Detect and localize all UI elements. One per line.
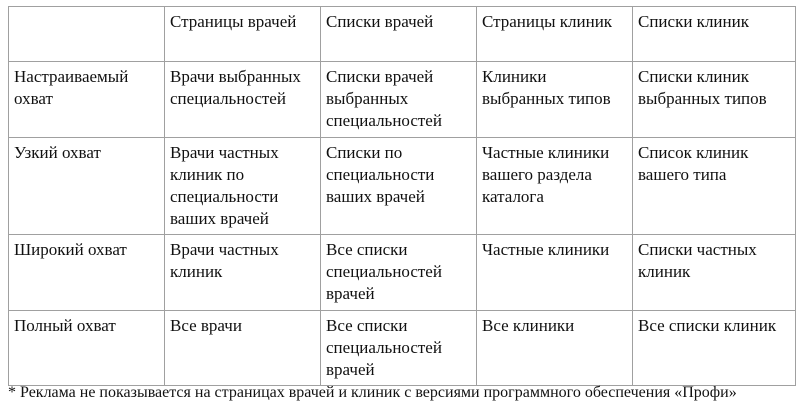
coverage-table: [8, 6, 796, 386]
table-cell: Все списки специальностей врачей: [321, 235, 477, 311]
row-label: Настраиваемый охват: [9, 62, 165, 138]
footnote: * Реклама не показывается на страницах врачей и клиник с версиями программного обеспечения «Профи»: [8, 384, 737, 401]
table-cell: Врачи частных клиник: [165, 235, 321, 311]
table-cell: Список клиник вашего типа: [633, 138, 796, 235]
table-cell: Врачи выбранных специальностей: [165, 62, 321, 138]
table-cell: Списки по специальности ваших врачей: [321, 138, 477, 235]
header-cell: Страницы клиник: [477, 7, 633, 62]
row-label: Полный охват: [9, 311, 165, 386]
header-cell: Списки клиник: [633, 7, 796, 62]
table-cell: Списки врачей выбранных специальностей: [321, 62, 477, 138]
header-cell: [9, 7, 165, 62]
table-cell: Частные клиники вашего раздела каталога: [477, 138, 633, 235]
header-cell: Страницы врачей: [165, 7, 321, 62]
table-cell: Частные клиники: [477, 235, 633, 311]
table-cell: Списки частных клиник: [633, 235, 796, 311]
table-cell: Списки клиник выбранных типов: [633, 62, 796, 138]
table-row: [9, 138, 796, 235]
header-row: [9, 7, 796, 62]
table-cell: Все списки специальностей врачей: [321, 311, 477, 386]
table-cell: Врачи частных клиник по специальности ваших врачей: [165, 138, 321, 235]
table-row: [9, 62, 796, 138]
table-cell: Все списки клиник: [633, 311, 796, 386]
table-cell: Все клиники: [477, 311, 633, 386]
row-label: Широкий охват: [9, 235, 165, 311]
table-row: [9, 311, 796, 386]
row-label: Узкий охват: [9, 138, 165, 235]
header-cell: Списки врачей: [321, 7, 477, 62]
table-cell: Все врачи: [165, 311, 321, 386]
table-cell: Клиники выбранных типов: [477, 62, 633, 138]
table-row: [9, 235, 796, 311]
